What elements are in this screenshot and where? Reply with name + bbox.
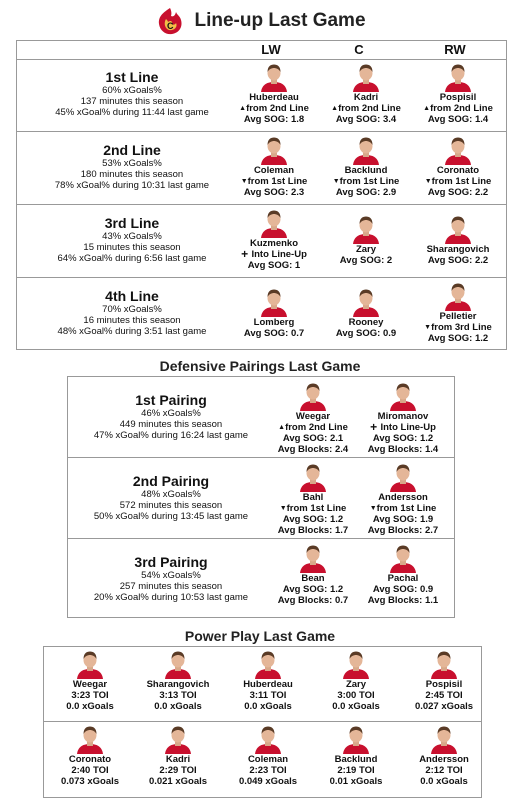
player-card: [46, 724, 134, 787]
player-headshot-icon: [443, 214, 473, 244]
player-name: Zary: [345, 679, 367, 690]
powerplay-table: [43, 646, 482, 798]
player-move-note: [229, 103, 319, 114]
player-avg-sog: Avg SOG: 2.9: [335, 187, 397, 198]
line-info: [17, 205, 247, 264]
player-card: [321, 135, 411, 198]
player-avg-sog: Avg SOG: 2: [339, 255, 393, 266]
player-move-text: from 2nd Line: [338, 103, 401, 114]
player-headshot-icon: [298, 543, 328, 573]
player-card: [46, 649, 134, 712]
player-move-text: from 1st Line: [247, 176, 308, 187]
player-xgoals: 0.027 xGoals: [414, 701, 474, 712]
player-move-text: from 1st Line: [376, 503, 437, 514]
player-avg-sog: Avg SOG: 0.9: [335, 328, 397, 339]
line-xgoals: 60% xGoals%: [102, 85, 162, 96]
player-move-note: [413, 176, 503, 187]
svg-text:C: C: [167, 21, 174, 31]
player-name: Sharangovich: [426, 244, 490, 255]
line-minutes: 16 minutes this season: [83, 315, 181, 326]
player-name: Andersson: [378, 492, 428, 503]
player-card: [134, 649, 222, 712]
line-xgoals: 53% xGoals%: [102, 158, 162, 169]
up-arrow-icon: ▲: [331, 105, 339, 112]
pairing-row-2: [68, 458, 454, 539]
player-toi: 2:19 TOI: [337, 765, 375, 776]
page-header: [0, 6, 520, 36]
flames-logo-icon: [154, 6, 186, 36]
line-last-game: 78% xGoal% during 10:31 last game: [54, 180, 210, 191]
player-headshot-icon: [388, 381, 418, 411]
player-avg-sog: Avg SOG: 1.4: [427, 114, 489, 125]
player-headshot-icon: [351, 287, 381, 317]
player-move-note: [229, 249, 319, 260]
player-headshot-icon: [259, 135, 289, 165]
up-arrow-icon: ▲: [239, 105, 247, 112]
player-move-note: [358, 422, 448, 433]
player-card: [229, 287, 319, 339]
player-avg-sog: Avg SOG: 1.8: [243, 114, 305, 125]
player-headshot-icon: [298, 462, 328, 492]
pairing-xgoals: 54% xGoals%: [141, 570, 201, 581]
player-headshot-icon: [443, 281, 473, 311]
player-avg-blocks: Avg Blocks: 0.7: [277, 595, 349, 606]
player-card: [413, 135, 503, 198]
player-name: Coronato: [68, 754, 112, 765]
line-last-game: 48% xGoal% during 3:51 last game: [57, 326, 207, 337]
player-card: [413, 214, 503, 266]
player-avg-sog: Avg SOG: 2.2: [427, 187, 489, 198]
player-name: Sharangovich: [146, 679, 210, 690]
player-headshot-icon: [259, 287, 289, 317]
player-move-note: [413, 322, 503, 333]
player-headshot-icon: [298, 381, 328, 411]
player-toi: 2:23 TOI: [249, 765, 287, 776]
player-avg-sog: Avg SOG: 3.4: [335, 114, 397, 125]
down-arrow-icon: ▼: [424, 324, 432, 331]
player-xgoals: 0.0 xGoals: [244, 701, 292, 712]
player-xgoals: 0.01 xGoals: [329, 776, 383, 787]
powerplay-section-title: Power Play Last Game: [184, 628, 336, 644]
player-avg-sog: Avg SOG: 1.2: [427, 333, 489, 344]
line-info: [17, 278, 247, 337]
line-xgoals: 70% xGoals%: [102, 304, 162, 315]
player-card: [229, 208, 319, 271]
player-xgoals: 0.0 xGoals: [420, 776, 468, 787]
player-move-text: from 1st Line: [286, 503, 347, 514]
player-headshot-icon: [163, 649, 193, 679]
player-xgoals: 0.0 xGoals: [66, 701, 114, 712]
up-arrow-icon: ▲: [278, 424, 286, 431]
down-arrow-icon: ▼: [240, 178, 248, 185]
line-minutes: 137 minutes this season: [80, 96, 184, 107]
position-header: [17, 41, 506, 60]
player-headshot-icon: [388, 462, 418, 492]
pairing-last-game: 47% xGoal% during 16:24 last game: [93, 430, 249, 441]
player-headshot-icon: [259, 62, 289, 92]
player-move-note: [358, 503, 448, 514]
player-name: Backlund: [344, 165, 388, 176]
down-arrow-icon: ▼: [424, 178, 432, 185]
player-avg-sog: Avg SOG: 1.2: [282, 514, 344, 525]
player-name: Weegar: [295, 411, 331, 422]
player-avg-sog: Avg SOG: 0.7: [243, 328, 305, 339]
player-toi: 3:11 TOI: [249, 690, 287, 701]
lineup-table: [16, 40, 507, 350]
player-toi: 3:23 TOI: [71, 690, 109, 701]
player-card: [358, 462, 448, 536]
player-name: Rooney: [348, 317, 384, 328]
pairing-minutes: 449 minutes this season: [119, 419, 223, 430]
player-toi: 3:00 TOI: [337, 690, 375, 701]
line-name: 4th Line: [105, 288, 159, 304]
player-headshot-icon: [253, 724, 283, 754]
player-move-note: [268, 503, 358, 514]
player-card: [268, 381, 358, 455]
player-avg-blocks: Avg Blocks: 1.7: [277, 525, 349, 536]
pairing-row-1: [68, 377, 454, 458]
player-headshot-icon: [429, 649, 459, 679]
player-toi: 2:12 TOI: [425, 765, 463, 776]
player-name: Pachal: [387, 573, 419, 584]
player-headshot-icon: [388, 543, 418, 573]
player-card: [312, 724, 400, 787]
down-arrow-icon: ▼: [369, 505, 377, 512]
player-card: [321, 62, 411, 125]
line-last-game: 64% xGoal% during 6:56 last game: [57, 253, 207, 264]
line-minutes: 180 minutes this season: [80, 169, 184, 180]
player-xgoals: 0.0 xGoals: [332, 701, 380, 712]
pairing-row-3: [68, 539, 454, 620]
player-avg-sog: Avg SOG: 2.2: [427, 255, 489, 266]
player-move-text: from 1st Line: [431, 176, 492, 187]
player-avg-blocks: Avg Blocks: 2.7: [367, 525, 439, 536]
player-card: [413, 281, 503, 344]
player-headshot-icon: [75, 649, 105, 679]
player-headshot-icon: [341, 724, 371, 754]
line-name: 2nd Line: [103, 142, 161, 158]
pairing-minutes: 257 minutes this season: [119, 581, 223, 592]
player-headshot-icon: [253, 649, 283, 679]
player-xgoals: 0.021 xGoals: [148, 776, 208, 787]
position-label-c: C: [354, 42, 364, 57]
pairing-info: [68, 458, 274, 522]
player-headshot-icon: [351, 62, 381, 92]
player-card: [358, 543, 448, 606]
player-avg-sog: Avg SOG: 1.2: [372, 433, 434, 444]
player-avg-sog: Avg SOG: 1: [247, 260, 301, 271]
player-name: Coronato: [436, 165, 480, 176]
player-xgoals: 0.049 xGoals: [238, 776, 298, 787]
player-name: Coleman: [247, 754, 289, 765]
player-avg-blocks: Avg Blocks: 1.4: [367, 444, 439, 455]
player-card: [312, 649, 400, 712]
player-name: Andersson: [419, 754, 469, 765]
player-card: [268, 543, 358, 606]
down-arrow-icon: ▼: [279, 505, 287, 512]
page-title: Line-up Last Game: [194, 10, 366, 31]
pairing-name: 2nd Pairing: [132, 473, 210, 489]
powerplay-row-2: [44, 722, 481, 797]
player-card: [400, 724, 488, 787]
player-name: Kadri: [353, 92, 379, 103]
player-headshot-icon: [429, 724, 459, 754]
pairing-xgoals: 46% xGoals%: [141, 408, 201, 419]
player-card: [321, 287, 411, 339]
player-card: [134, 724, 222, 787]
pairing-name: 1st Pairing: [135, 392, 207, 408]
line-minutes: 15 minutes this season: [83, 242, 181, 253]
player-move-text: Into Line-Up: [380, 422, 436, 433]
player-xgoals: 0.073 xGoals: [60, 776, 120, 787]
player-move-text: from 2nd Line: [285, 422, 348, 433]
player-name: Huberdeau: [249, 92, 299, 103]
line-name: 3rd Line: [104, 215, 160, 231]
player-move-text: from 2nd Line: [430, 103, 493, 114]
player-name: Pelletier: [439, 311, 477, 322]
player-name: Pospisil: [439, 92, 477, 103]
player-card: [224, 649, 312, 712]
player-avg-sog: Avg SOG: 1.2: [282, 584, 344, 595]
player-headshot-icon: [75, 724, 105, 754]
player-avg-sog: Avg SOG: 2.3: [243, 187, 305, 198]
player-move-text: from 3rd Line: [431, 322, 492, 333]
powerplay-row-1: [44, 647, 481, 722]
pairing-xgoals: 48% xGoals%: [141, 489, 201, 500]
pairing-info: [68, 377, 274, 441]
player-headshot-icon: [163, 724, 193, 754]
line-row-1: [17, 59, 506, 132]
player-toi: 2:45 TOI: [425, 690, 463, 701]
player-name: Pospisil: [425, 679, 463, 690]
player-name: Kuzmenko: [249, 238, 299, 249]
pairing-last-game: 20% xGoal% during 10:53 last game: [93, 592, 249, 603]
plus-icon: +: [370, 420, 381, 434]
line-last-game: 45% xGoal% during 11:44 last game: [55, 107, 209, 118]
player-toi: 2:40 TOI: [71, 765, 109, 776]
line-name: 1st Line: [105, 69, 159, 85]
position-label-rw: RW: [444, 42, 466, 57]
player-move-text: Into Line-Up: [251, 249, 307, 260]
player-name: Backlund: [334, 754, 378, 765]
line-xgoals: 43% xGoals%: [102, 231, 162, 242]
line-row-2: [17, 132, 506, 205]
pairing-last-game: 50% xGoal% during 13:45 last game: [93, 511, 249, 522]
player-move-note: [229, 176, 319, 187]
player-card: [321, 214, 411, 266]
player-name: Huberdeau: [243, 679, 293, 690]
player-avg-sog: Avg SOG: 0.9: [372, 584, 434, 595]
player-name: Lomberg: [253, 317, 295, 328]
player-card: [224, 724, 312, 787]
pairing-info: [68, 539, 274, 603]
player-card: [229, 62, 319, 125]
player-name: Bean: [301, 573, 325, 584]
player-name: Zary: [355, 244, 377, 255]
player-toi: 2:29 TOI: [159, 765, 197, 776]
player-headshot-icon: [259, 208, 289, 238]
up-arrow-icon: ▲: [423, 105, 431, 112]
player-card: [229, 135, 319, 198]
player-avg-blocks: Avg Blocks: 1.1: [367, 595, 439, 606]
player-name: Kadri: [165, 754, 191, 765]
player-card: [268, 462, 358, 536]
pairing-name: 3rd Pairing: [134, 554, 208, 570]
line-info: [17, 59, 247, 118]
player-headshot-icon: [351, 214, 381, 244]
player-name: Bahl: [302, 492, 324, 503]
player-xgoals: 0.0 xGoals: [154, 701, 202, 712]
down-arrow-icon: ▼: [332, 178, 340, 185]
player-avg-blocks: Avg Blocks: 2.4: [277, 444, 349, 455]
line-row-3: [17, 205, 506, 278]
player-avg-sog: Avg SOG: 1.9: [372, 514, 434, 525]
player-move-text: from 1st Line: [339, 176, 400, 187]
line-info: [17, 132, 247, 191]
defensive-pairings-table: [67, 376, 455, 618]
player-name: Coleman: [253, 165, 295, 176]
defense-section-title: Defensive Pairings Last Game: [159, 358, 361, 374]
player-card: [358, 381, 448, 455]
plus-icon: +: [241, 247, 252, 261]
player-move-note: [321, 103, 411, 114]
player-headshot-icon: [443, 135, 473, 165]
player-card: [413, 62, 503, 125]
player-headshot-icon: [443, 62, 473, 92]
player-headshot-icon: [341, 649, 371, 679]
player-toi: 3:13 TOI: [159, 690, 197, 701]
player-card: [400, 649, 488, 712]
player-move-note: [268, 422, 358, 433]
pairing-minutes: 572 minutes this season: [119, 500, 223, 511]
player-avg-sog: Avg SOG: 2.1: [282, 433, 344, 444]
player-name: Miromanov: [377, 411, 429, 422]
position-label-lw: LW: [261, 42, 281, 57]
player-headshot-icon: [351, 135, 381, 165]
player-move-text: from 2nd Line: [246, 103, 309, 114]
player-move-note: [413, 103, 503, 114]
player-move-note: [321, 176, 411, 187]
line-row-4: [17, 278, 506, 351]
player-name: Weegar: [72, 679, 108, 690]
